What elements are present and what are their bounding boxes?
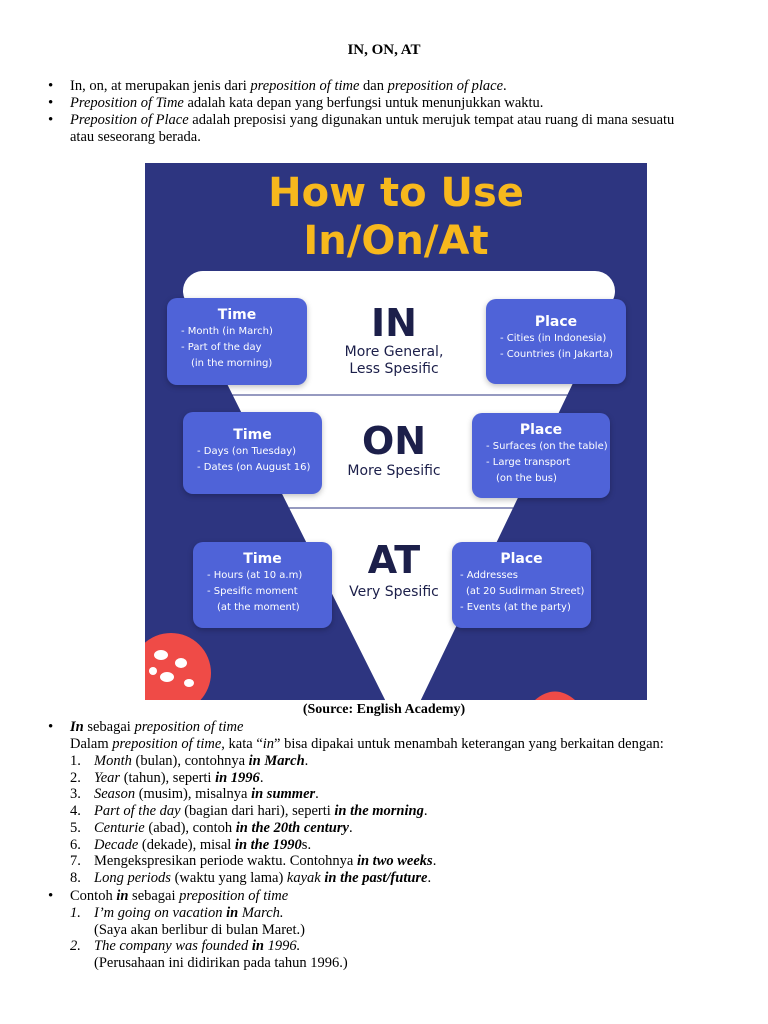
at-time-card xyxy=(193,542,332,628)
section-description xyxy=(70,736,760,753)
intro-term: preposition of time xyxy=(250,78,360,94)
infographic-title-line2: In/On/At xyxy=(303,218,489,264)
item-example: in the past/future xyxy=(324,869,428,886)
list-item xyxy=(70,770,760,787)
image-source: (Source: English Academy) xyxy=(302,702,466,717)
translation-text: (Perusahaan ini didirikan pada tahun 1996.) xyxy=(94,955,348,972)
list-item xyxy=(70,820,760,837)
intro-list xyxy=(45,78,745,146)
in-place-card xyxy=(486,299,626,384)
item-term: Decade xyxy=(94,836,139,853)
item-term: Part of the day xyxy=(94,803,181,820)
item-number: 5. xyxy=(70,819,81,836)
intro-term: preposition of place xyxy=(387,78,504,94)
desc-term: preposition of time xyxy=(112,736,222,752)
card-heading: Place xyxy=(500,551,543,567)
intro-item-3 xyxy=(45,112,745,146)
item-number: 7. xyxy=(70,853,81,870)
infographic-title-line1: How to Use xyxy=(268,170,524,216)
item-end: . xyxy=(259,769,264,786)
example-english: I’m going on vacation xyxy=(94,905,227,921)
item-number: 4. xyxy=(70,803,81,820)
example-preposition: in xyxy=(226,905,239,921)
usage-list xyxy=(70,753,760,887)
example-english: March. xyxy=(238,905,284,921)
page-title: IN, ON, AT xyxy=(347,42,421,58)
item-term: Season xyxy=(94,786,136,803)
on-label: ON xyxy=(361,419,427,463)
item-end: . xyxy=(423,803,428,820)
infographic xyxy=(145,163,647,700)
desc-text: , kata “ xyxy=(221,736,263,752)
on-desc: More Spesific xyxy=(347,463,441,479)
item-number: 1. xyxy=(70,905,81,921)
card-heading: Time xyxy=(243,551,282,567)
card-line: (in the morning) xyxy=(191,358,273,369)
item-text: (tahun), seperti xyxy=(120,769,216,786)
card-line: (at the moment) xyxy=(217,602,300,613)
card-line: - Dates (on August 16) xyxy=(197,462,311,473)
heading-word: in xyxy=(116,888,129,904)
card-line: - Spesific moment xyxy=(207,586,298,597)
heading-text: sebagai xyxy=(128,888,180,904)
card-line: (at 20 Sudirman Street) xyxy=(466,586,585,597)
desc-term: in xyxy=(262,736,275,752)
in-desc-1: More General, xyxy=(344,344,444,360)
on-time-card xyxy=(183,412,322,494)
item-number: 2. xyxy=(70,769,81,786)
card-line: - Cities (in Indonesia) xyxy=(500,333,607,344)
card-heading: Place xyxy=(519,422,563,438)
item-term: kayak xyxy=(286,869,325,886)
item-text: (bulan), contohnya xyxy=(131,753,249,769)
heading-term: preposition of time xyxy=(134,719,244,735)
item-number: 8. xyxy=(70,869,81,886)
in-label: IN xyxy=(371,301,417,345)
in-time-card xyxy=(167,298,307,385)
intro-term: Preposition of Place xyxy=(70,112,189,128)
card-line: - Part of the day xyxy=(181,342,262,353)
on-place-card xyxy=(472,413,610,498)
heading-term: preposition of time xyxy=(179,888,289,904)
intro-term: Preposition of Time xyxy=(70,95,184,111)
item-number: 2. xyxy=(70,938,81,955)
example-english: 1996. xyxy=(263,938,301,955)
card-line: - Events (at the party) xyxy=(460,602,571,613)
examples-list xyxy=(70,905,760,972)
item-text: (bagian dari hari), seperti xyxy=(180,803,335,820)
item-term: Year xyxy=(94,769,121,786)
card-line: - Surfaces (on the table) xyxy=(486,441,608,452)
item-example: in 1996 xyxy=(215,769,260,786)
list-item xyxy=(70,870,760,887)
card-line: - Month (in March) xyxy=(181,326,273,337)
intro-text: . xyxy=(503,78,507,94)
card-heading: Time xyxy=(233,427,272,443)
intro-text: adalah kata depan yang berfungsi untuk menunjukkan waktu. xyxy=(183,95,544,111)
item-term: Centurie xyxy=(94,819,145,836)
card-line: - Countries (in Jakarta) xyxy=(500,349,613,360)
intro-text: dan xyxy=(359,78,388,94)
example-translation xyxy=(70,955,760,972)
list-item xyxy=(70,753,760,770)
item-text: Mengekspresikan periode waktu. Contohnya xyxy=(94,853,357,870)
item-end: . xyxy=(304,753,309,769)
at-place-card xyxy=(452,542,591,628)
card-line: - Large transport xyxy=(486,457,571,468)
item-text: (abad), contoh xyxy=(144,819,236,836)
section-heading xyxy=(45,719,745,736)
section-in-time xyxy=(45,719,745,736)
example-item xyxy=(70,905,760,922)
list-item xyxy=(70,786,760,803)
item-text: (dekade), misal xyxy=(138,836,235,853)
item-number: 6. xyxy=(70,836,81,853)
item-end: . xyxy=(427,869,432,886)
item-end: . xyxy=(315,786,319,803)
description-line xyxy=(70,736,760,753)
at-desc: Very Spesific xyxy=(349,584,439,600)
item-number: 1. xyxy=(70,753,81,769)
item-example: in the 1990 xyxy=(234,836,302,853)
intro-item-1 xyxy=(45,78,745,95)
at-label: AT xyxy=(367,538,421,582)
intro-text: In, on, at merupakan jenis dari xyxy=(70,78,251,94)
intro-text: atau seseorang berada. xyxy=(70,129,201,145)
item-end: s. xyxy=(301,836,312,853)
item-example: in two weeks xyxy=(356,853,433,870)
heading-text: sebagai xyxy=(83,719,135,735)
desc-text: ” bisa dipakai untuk menambah keterangan yang berkaitan dengan: xyxy=(274,736,664,752)
item-term: Month xyxy=(94,753,132,769)
card-heading: Place xyxy=(534,314,578,330)
translation-text: (Saya akan berlibur di bulan Maret.) xyxy=(94,921,305,938)
item-example: in the 20th century xyxy=(235,819,349,836)
heading-text: Contoh xyxy=(70,888,117,904)
card-line: (on the bus) xyxy=(496,473,557,484)
example-item xyxy=(70,938,760,955)
item-number: 3. xyxy=(70,786,81,803)
list-item xyxy=(70,837,760,854)
desc-text: Dalam xyxy=(70,736,113,752)
card-heading: Time xyxy=(217,307,257,323)
card-line: - Hours (at 10 a.m) xyxy=(207,570,303,581)
item-example: in summer xyxy=(251,786,316,803)
section-examples xyxy=(45,888,745,905)
item-text: (waktu yang lama) xyxy=(170,869,287,886)
section-heading xyxy=(45,888,745,905)
example-english: The company was founded xyxy=(94,938,252,955)
list-item xyxy=(70,803,760,820)
card-line: - Addresses xyxy=(460,570,518,581)
list-item xyxy=(70,853,760,870)
example-preposition: in xyxy=(251,938,264,955)
item-text: (musim), misalnya xyxy=(135,786,252,803)
in-desc-2: Less Spesific xyxy=(349,361,439,377)
item-end: . xyxy=(432,853,437,870)
item-end: . xyxy=(348,819,353,836)
item-example: in March xyxy=(248,753,305,769)
intro-item-2 xyxy=(45,95,745,112)
item-example: in the morning xyxy=(334,803,424,820)
item-term: Long periods xyxy=(94,869,171,886)
intro-text: adalah preposisi yang digunakan untuk merujuk tempat atau ruang di mana sesuatu xyxy=(188,112,675,128)
decorative-shape-icon xyxy=(535,692,575,701)
card-line: - Days (on Tuesday) xyxy=(197,446,297,457)
example-translation xyxy=(70,922,760,939)
heading-word: In xyxy=(70,719,84,735)
